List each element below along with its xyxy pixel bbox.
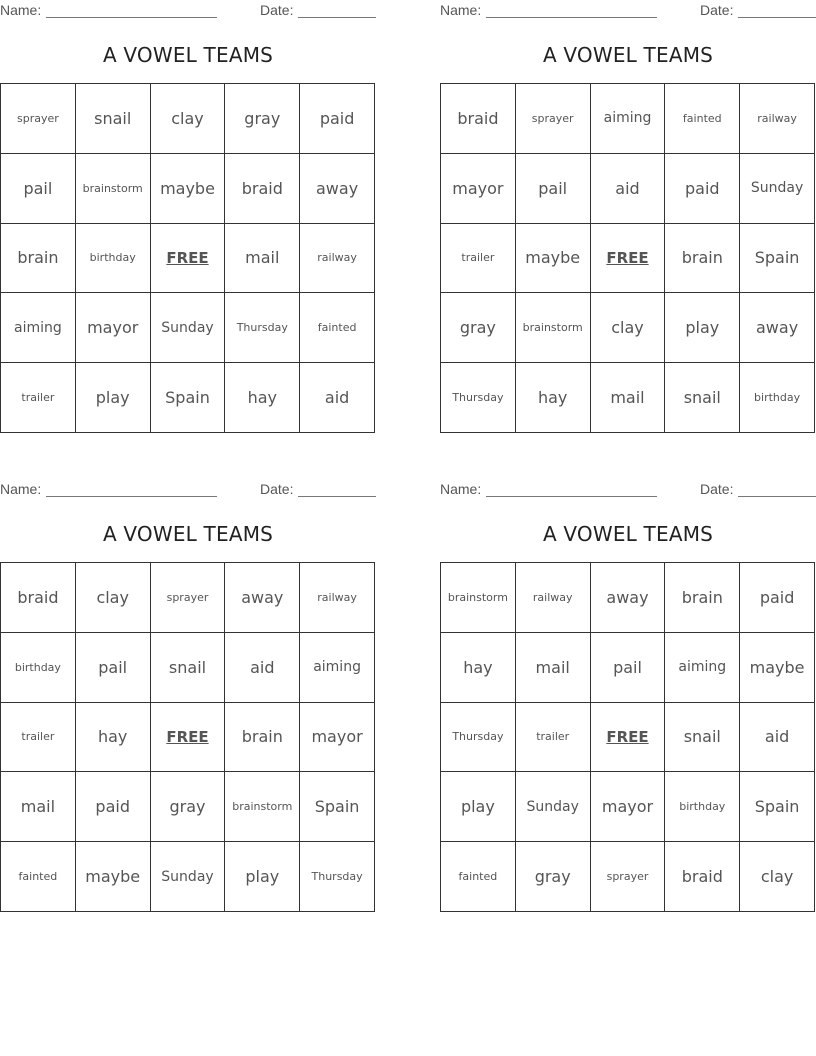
bingo-cell: braid xyxy=(441,84,516,154)
bingo-card-3 xyxy=(0,479,376,911)
bingo-cell: paid xyxy=(665,154,740,224)
bingo-cell: paid xyxy=(740,563,815,633)
bingo-cell: snail xyxy=(665,703,740,773)
bingo-cell: paid xyxy=(300,84,375,154)
bingo-cell: birthday xyxy=(1,633,76,703)
bingo-cell: fainted xyxy=(1,842,76,912)
bingo-cell: fainted xyxy=(441,842,516,912)
card-title: A VOWEL TEAMS xyxy=(542,522,714,546)
bingo-cell: aiming xyxy=(665,633,740,703)
bingo-cell: paid xyxy=(76,772,151,842)
bingo-cell: maybe xyxy=(740,633,815,703)
date-line xyxy=(298,17,376,18)
bingo-cell: trailer xyxy=(1,363,76,433)
name-line xyxy=(46,17,217,18)
bingo-cell: railway xyxy=(300,224,375,294)
bingo-cell: Spain xyxy=(740,772,815,842)
bingo-cell: hay xyxy=(441,633,516,703)
bingo-grid xyxy=(0,562,375,912)
bingo-cell: play xyxy=(225,842,300,912)
bingo-cell: Thursday xyxy=(300,842,375,912)
bingo-cell: brain xyxy=(225,703,300,773)
bingo-cell: play xyxy=(76,363,151,433)
bingo-cell: fainted xyxy=(665,84,740,154)
bingo-cell: Thursday xyxy=(225,293,300,363)
bingo-cell: aid xyxy=(740,703,815,773)
bingo-cell: gray xyxy=(225,84,300,154)
bingo-card-4 xyxy=(440,479,816,911)
bingo-cell: mail xyxy=(225,224,300,294)
bingo-cell: play xyxy=(441,772,516,842)
card-title: A VOWEL TEAMS xyxy=(542,43,714,67)
bingo-cell: Sunday xyxy=(151,842,226,912)
date-line xyxy=(738,496,816,497)
bingo-cell: pail xyxy=(76,633,151,703)
bingo-cell: clay xyxy=(76,563,151,633)
bingo-cell: fainted xyxy=(300,293,375,363)
bingo-cell: snail xyxy=(76,84,151,154)
bingo-cell: birthday xyxy=(740,363,815,433)
bingo-cell: mayor xyxy=(300,703,375,773)
bingo-cell: trailer xyxy=(441,224,516,294)
bingo-cell: brainstorm xyxy=(76,154,151,224)
bingo-cell: brainstorm xyxy=(516,293,591,363)
bingo-cell: gray xyxy=(441,293,516,363)
bingo-grid xyxy=(440,83,815,433)
bingo-cell: brain xyxy=(1,224,76,294)
bingo-cell: birthday xyxy=(665,772,740,842)
bingo-cell: brainstorm xyxy=(441,563,516,633)
date-line xyxy=(298,496,376,497)
bingo-cell: mail xyxy=(1,772,76,842)
bingo-cell: aiming xyxy=(1,293,76,363)
bingo-cell: Sunday xyxy=(740,154,815,224)
bingo-cell: Sunday xyxy=(151,293,226,363)
bingo-cell: Sunday xyxy=(516,772,591,842)
bingo-cell: Thursday xyxy=(441,703,516,773)
card-header xyxy=(0,479,376,499)
name-label: Name: xyxy=(0,2,42,18)
bingo-cell: maybe xyxy=(516,224,591,294)
bingo-cell: clay xyxy=(740,842,815,912)
bingo-cell: aiming xyxy=(591,84,666,154)
bingo-cell: clay xyxy=(151,84,226,154)
bingo-cell: braid xyxy=(665,842,740,912)
bingo-cell: away xyxy=(300,154,375,224)
bingo-cell: aiming xyxy=(300,633,375,703)
date-label: Date: xyxy=(260,2,294,18)
free-space-cell: FREE xyxy=(591,224,666,294)
bingo-cell: mail xyxy=(591,363,666,433)
bingo-cell: pail xyxy=(1,154,76,224)
bingo-cell: trailer xyxy=(516,703,591,773)
bingo-cell: maybe xyxy=(76,842,151,912)
bingo-cell: mayor xyxy=(76,293,151,363)
free-space-cell: FREE xyxy=(591,703,666,773)
bingo-cell: hay xyxy=(225,363,300,433)
bingo-cell: maybe xyxy=(151,154,226,224)
card-title: A VOWEL TEAMS xyxy=(102,522,274,546)
bingo-cell: away xyxy=(225,563,300,633)
bingo-cell: Thursday xyxy=(441,363,516,433)
bingo-cell: brain xyxy=(665,563,740,633)
bingo-grid xyxy=(440,562,815,912)
bingo-cell: birthday xyxy=(76,224,151,294)
bingo-cell: pail xyxy=(516,154,591,224)
bingo-cell: Spain xyxy=(151,363,226,433)
bingo-cell: brainstorm xyxy=(225,772,300,842)
bingo-card-1 xyxy=(0,0,376,432)
bingo-cell: braid xyxy=(1,563,76,633)
free-space-cell: FREE xyxy=(151,224,226,294)
bingo-cell: aid xyxy=(225,633,300,703)
bingo-cell: mayor xyxy=(591,772,666,842)
bingo-cell: sprayer xyxy=(591,842,666,912)
card-header xyxy=(440,479,816,499)
card-header xyxy=(440,0,816,20)
bingo-cell: mail xyxy=(516,633,591,703)
bingo-card-2 xyxy=(440,0,816,432)
date-label: Date: xyxy=(260,481,294,497)
name-label: Name: xyxy=(440,481,482,497)
date-line xyxy=(738,17,816,18)
card-header xyxy=(0,0,376,20)
bingo-cell: hay xyxy=(76,703,151,773)
bingo-cell: sprayer xyxy=(1,84,76,154)
name-line xyxy=(486,17,657,18)
bingo-cell: sprayer xyxy=(516,84,591,154)
bingo-cell: pail xyxy=(591,633,666,703)
bingo-cell: gray xyxy=(151,772,226,842)
bingo-cell: trailer xyxy=(1,703,76,773)
bingo-cell: Spain xyxy=(740,224,815,294)
bingo-cell: mayor xyxy=(441,154,516,224)
name-label: Name: xyxy=(0,481,42,497)
bingo-cell: sprayer xyxy=(151,563,226,633)
name-line xyxy=(486,496,657,497)
bingo-cell: aid xyxy=(300,363,375,433)
bingo-cell: hay xyxy=(516,363,591,433)
card-title: A VOWEL TEAMS xyxy=(102,43,274,67)
bingo-cell: braid xyxy=(225,154,300,224)
bingo-cell: gray xyxy=(516,842,591,912)
bingo-cell: snail xyxy=(151,633,226,703)
name-line xyxy=(46,496,217,497)
bingo-cell: railway xyxy=(516,563,591,633)
bingo-cell: snail xyxy=(665,363,740,433)
name-label: Name: xyxy=(440,2,482,18)
bingo-cell: brain xyxy=(665,224,740,294)
bingo-cell: railway xyxy=(300,563,375,633)
bingo-cell: railway xyxy=(740,84,815,154)
bingo-cell: play xyxy=(665,293,740,363)
bingo-cell: away xyxy=(591,563,666,633)
bingo-cell: clay xyxy=(591,293,666,363)
free-space-cell: FREE xyxy=(151,703,226,773)
bingo-cell: Spain xyxy=(300,772,375,842)
bingo-cell: aid xyxy=(591,154,666,224)
date-label: Date: xyxy=(700,2,734,18)
date-label: Date: xyxy=(700,481,734,497)
bingo-cell: away xyxy=(740,293,815,363)
bingo-grid xyxy=(0,83,375,433)
